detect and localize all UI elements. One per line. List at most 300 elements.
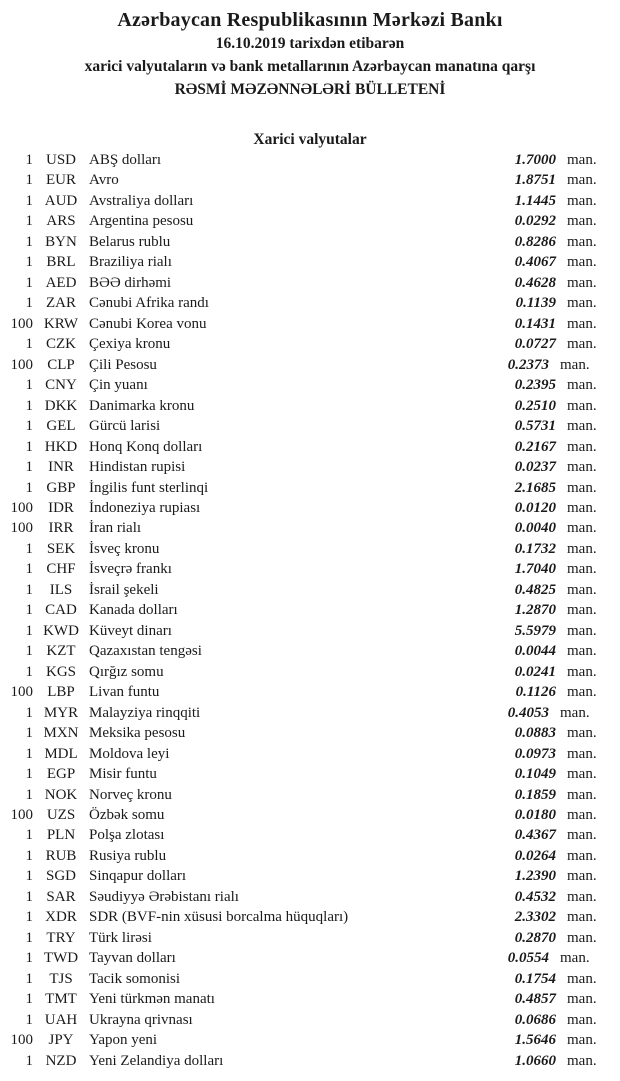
table-row [0, 418, 620, 438]
unit-cell: man. [567, 663, 597, 680]
currency-code-cell: CAD [45, 602, 77, 619]
table-row [0, 541, 620, 561]
quantity-cell: 1 [25, 622, 33, 639]
currency-name-cell: Argentina pesosu [89, 213, 194, 230]
currency-code-cell: SGD [45, 868, 76, 885]
table-row [0, 520, 620, 540]
currency-name-cell: Honq Konq dolları [89, 438, 203, 455]
currency-code-cell: MYR [43, 704, 79, 721]
quantity-cell: 1 [25, 397, 33, 414]
rate-group [484, 827, 603, 844]
rate-cell: 0.1126 [515, 684, 556, 701]
table-row [0, 316, 620, 336]
rate-cell: 0.0044 [514, 643, 556, 660]
rate-cell: 1.8751 [514, 172, 556, 189]
rate-cell: 0.4067 [514, 254, 556, 271]
quantity-cell: 1 [25, 950, 33, 967]
table-row [0, 152, 620, 172]
table-row [0, 254, 620, 274]
currency-code-cell: SAR [46, 888, 76, 905]
quantity-cell: 1 [25, 970, 33, 987]
rate-group [477, 705, 596, 722]
currency-code-cell: MDL [44, 745, 78, 762]
rate-cell: 2.3302 [514, 909, 556, 926]
currency-code-cell: ILS [49, 581, 73, 598]
table-row [0, 377, 620, 397]
currency-name-cell: Küveyt dinarı [89, 622, 172, 639]
quantity-cell: 1 [25, 295, 33, 312]
table-row [0, 582, 620, 602]
table-row [0, 336, 620, 356]
currency-code-cell: GBP [46, 479, 76, 496]
currency-code-cell: ARS [46, 213, 76, 230]
table-row [0, 705, 620, 725]
unit-cell: man. [567, 418, 597, 435]
rate-cell: 0.0241 [514, 663, 556, 680]
currency-code-cell: XDR [45, 909, 77, 926]
rate-group [484, 807, 603, 824]
table-row [0, 234, 620, 254]
rate-cell: 0.4825 [514, 581, 556, 598]
quantity-cell: 1 [25, 540, 33, 557]
currency-code-cell: TMT [45, 991, 77, 1008]
quantity-cell: 1 [25, 786, 33, 803]
currency-name-cell: Özbək somu [89, 807, 165, 823]
rate-group [484, 582, 603, 599]
unit-cell: man. [567, 172, 597, 189]
quantity-cell: 1 [25, 213, 33, 230]
quantity-cell: 1 [25, 725, 33, 742]
rate-cell: 0.2510 [514, 397, 556, 414]
quantity-cell: 1 [25, 888, 33, 905]
rate-group [484, 725, 603, 742]
currency-code-cell: LBP [47, 684, 75, 701]
quantity-cell: 1 [25, 254, 33, 271]
rate-group [484, 889, 603, 906]
currency-code-cell: KZT [46, 643, 76, 660]
quantity-cell: 1 [25, 336, 33, 353]
unit-cell: man. [567, 377, 597, 394]
unit-cell: man. [567, 499, 597, 516]
currency-name-cell: Qazaxıstan tengəsi [89, 643, 202, 660]
rate-cell: 0.0686 [514, 1011, 556, 1028]
currency-code-cell: DKK [44, 397, 78, 414]
currency-name-cell: İsveçrə frankı [89, 561, 172, 578]
rate-cell: 1.0660 [514, 1052, 556, 1069]
quantity-cell: 1 [25, 233, 33, 250]
unit-cell: man. [567, 929, 597, 946]
rate-group [484, 561, 603, 578]
currency-code-cell: KWD [43, 622, 79, 639]
quantity-cell: 1 [25, 459, 33, 476]
quantity-cell: 1 [25, 929, 33, 946]
currency-code-cell: CZK [46, 336, 76, 353]
table-row [0, 295, 620, 315]
rate-cell: 0.0264 [514, 847, 556, 864]
currency-code-cell: BRL [46, 254, 76, 271]
currency-code-cell: UAH [44, 1011, 78, 1028]
table-row [0, 480, 620, 500]
quantity-cell: 1 [25, 418, 33, 435]
unit-cell: man. [560, 704, 590, 721]
rate-cell: 0.0727 [514, 336, 556, 353]
table-row [0, 971, 620, 991]
unit-cell: man. [567, 1032, 597, 1049]
table-row [0, 991, 620, 1011]
rate-group [484, 152, 603, 169]
rate-cell: 1.7040 [514, 561, 556, 578]
currency-name-cell: İsrail şekeli [89, 581, 159, 598]
unit-cell: man. [560, 950, 590, 967]
quantity-cell: 1 [25, 274, 33, 291]
exchange-rates-table [0, 152, 620, 1073]
currency-name-cell: Səudiyyə Ərəbistanı rialı [89, 888, 239, 905]
currency-name-cell: Rusiya rublu [89, 847, 167, 864]
quantity-cell: 1 [25, 172, 33, 189]
rate-cell: 0.8286 [514, 233, 556, 250]
currency-code-cell: KGS [45, 663, 76, 680]
unit-cell: man. [567, 274, 597, 291]
rate-group [484, 1053, 603, 1070]
table-row [0, 275, 620, 295]
currency-code-cell: NZD [45, 1052, 77, 1069]
unit-cell: man. [567, 847, 597, 864]
quantity-cell: 100 [10, 807, 33, 823]
table-row [0, 500, 620, 520]
rate-cell: 0.0040 [514, 520, 556, 537]
subject-line: xarici valyutaların və bank metallarının Azərbaycan manatına qarşı [84, 58, 536, 75]
table-row [0, 602, 620, 622]
table-row [0, 684, 620, 704]
quantity-cell: 1 [25, 479, 33, 496]
rate-group [484, 193, 603, 210]
currency-name-cell: Türk lirəsi [89, 929, 152, 946]
currency-code-cell: INR [48, 459, 74, 476]
currency-code-cell: AUD [44, 192, 78, 209]
unit-cell: man. [567, 540, 597, 557]
currency-name-cell: İsveç kronu [89, 540, 160, 557]
quantity-cell: 100 [10, 684, 33, 701]
rate-group [484, 541, 603, 558]
currency-code-cell: GEL [46, 418, 76, 435]
table-row [0, 623, 620, 643]
currency-code-cell: AED [45, 274, 77, 291]
rate-cell: 0.1754 [514, 970, 556, 987]
currency-name-cell: Tayvan dolları [89, 950, 176, 967]
rate-cell: 0.1859 [514, 786, 556, 803]
quantity-cell: 1 [25, 663, 33, 680]
currency-code-cell: NOK [44, 786, 78, 803]
rate-group [484, 459, 603, 476]
currency-code-cell: HKD [44, 438, 78, 455]
unit-cell: man. [567, 397, 597, 414]
bulletin-title: RƏSMİ MƏZƏNNƏLƏRİ BÜLLETENİ [174, 81, 446, 98]
rate-cell: 0.0292 [514, 213, 556, 230]
table-row [0, 807, 620, 827]
unit-cell: man. [567, 1011, 597, 1028]
unit-cell: man. [567, 254, 597, 271]
currency-code-cell: PLN [46, 827, 76, 844]
currency-code-cell: USD [45, 152, 76, 168]
quantity-cell: 1 [25, 561, 33, 578]
rate-cell: 0.2870 [514, 929, 556, 946]
rate-group [484, 254, 603, 271]
quantity-cell: 100 [10, 1032, 33, 1049]
rate-group [484, 868, 603, 885]
unit-cell: man. [567, 745, 597, 762]
table-row [0, 357, 620, 377]
rate-cell: 0.2395 [514, 377, 556, 394]
currency-code-cell: CLP [47, 356, 75, 373]
quantity-cell: 1 [25, 377, 33, 394]
rate-group [484, 971, 603, 988]
table-row [0, 725, 620, 745]
currency-name-cell: Qırğız somu [89, 663, 164, 680]
bulletin-document [0, 8, 620, 1081]
rate-cell: 5.5979 [514, 622, 556, 639]
unit-cell: man. [567, 295, 597, 312]
rate-group [477, 357, 596, 374]
rate-cell: 0.4367 [514, 827, 556, 844]
quantity-cell: 1 [25, 868, 33, 885]
currency-name-cell: Livan funtu [89, 684, 160, 701]
currency-code-cell: SEK [46, 540, 76, 557]
currency-code-cell: TJS [49, 970, 73, 987]
currency-name-cell: Ukrayna qrivnası [89, 1011, 193, 1028]
unit-cell: man. [560, 356, 590, 373]
rate-group [484, 295, 603, 312]
rate-cell: 1.1445 [514, 192, 556, 209]
currency-code-cell: CHF [46, 561, 76, 578]
unit-cell: man. [567, 438, 597, 455]
table-row [0, 930, 620, 950]
currency-name-cell: Norveç kronu [89, 786, 172, 803]
rate-group [484, 991, 603, 1008]
rate-cell: 0.0180 [514, 807, 556, 823]
currency-name-cell: Moldova leyi [89, 745, 170, 762]
currency-name-cell: Gürcü larisi [89, 418, 161, 435]
rate-group [484, 439, 603, 456]
rate-group [484, 623, 603, 640]
rate-group [477, 950, 596, 967]
rate-group [484, 664, 603, 681]
unit-cell: man. [567, 684, 597, 701]
rate-group [484, 746, 603, 763]
currency-name-cell: Polşa zlotası [89, 827, 165, 844]
quantity-cell: 1 [25, 745, 33, 762]
currency-name-cell: Avstraliya dolları [89, 192, 194, 209]
unit-cell: man. [567, 192, 597, 209]
rate-group [484, 377, 603, 394]
unit-cell: man. [567, 991, 597, 1008]
quantity-cell: 1 [25, 643, 33, 660]
table-row [0, 868, 620, 888]
rate-group [484, 275, 603, 292]
rate-group [484, 1012, 603, 1029]
table-row [0, 643, 620, 663]
currency-name-cell: İndoneziya rupiası [89, 499, 201, 516]
rate-group [484, 766, 603, 783]
quantity-cell: 1 [25, 909, 33, 926]
currency-name-cell: Avro [89, 172, 119, 189]
table-row [0, 766, 620, 786]
currency-code-cell: IDR [48, 499, 74, 516]
table-row [0, 193, 620, 213]
quantity-cell: 1 [25, 192, 33, 209]
currency-name-cell: Kanada dolları [89, 602, 178, 619]
table-row [0, 398, 620, 418]
currency-code-cell: CNY [45, 377, 77, 394]
rate-cell: 0.0237 [514, 459, 556, 476]
rate-group [484, 1032, 603, 1049]
currency-code-cell: BYN [45, 233, 77, 250]
currency-code-cell: MXN [43, 725, 79, 742]
rate-cell: 1.5646 [514, 1032, 556, 1049]
currency-name-cell: Misir funtu [89, 766, 157, 783]
unit-cell: man. [567, 622, 597, 639]
unit-cell: man. [567, 970, 597, 987]
currency-name-cell: SDR (BVF-nin xüsusi borcalma hüquqları) [89, 909, 349, 926]
rate-group [484, 787, 603, 804]
rate-cell: 0.1049 [514, 766, 556, 783]
quantity-cell: 1 [25, 581, 33, 598]
rate-group [484, 602, 603, 619]
currency-name-cell: Yapon yeni [89, 1032, 158, 1049]
quantity-cell: 1 [25, 704, 33, 721]
currency-name-cell: Meksika pesosu [89, 725, 186, 742]
rate-cell: 0.2167 [514, 438, 556, 455]
table-row [0, 909, 620, 929]
rate-cell: 1.7000 [514, 152, 556, 168]
rate-group [484, 398, 603, 415]
currency-name-cell: İran rialı [89, 520, 142, 537]
unit-cell: man. [567, 459, 597, 476]
table-row [0, 848, 620, 868]
rate-group [484, 643, 603, 660]
unit-cell: man. [567, 725, 597, 742]
currency-name-cell: Belarus rublu [89, 233, 171, 250]
currency-name-cell: Yeni Zelandiya dolları [89, 1052, 224, 1069]
rate-group [484, 684, 603, 701]
table-row [0, 664, 620, 684]
currency-name-cell: Sinqapur dolları [89, 868, 187, 885]
table-row [0, 1032, 620, 1052]
table-row [0, 889, 620, 909]
currency-code-cell: EGP [46, 766, 76, 783]
currency-name-cell: Braziliya rialı [89, 254, 172, 271]
rate-cell: 0.2373 [507, 356, 549, 373]
currency-code-cell: TWD [43, 950, 79, 967]
bank-name-title: Azərbaycan Respublikasının Mərkəzi Bankı [117, 9, 503, 31]
rate-cell: 0.4857 [514, 991, 556, 1008]
table-row [0, 459, 620, 479]
currency-name-cell: İngilis funt sterlinqi [89, 479, 209, 496]
unit-cell: man. [567, 909, 597, 926]
table-row [0, 561, 620, 581]
rate-cell: 0.0120 [514, 499, 556, 516]
table-row [0, 827, 620, 847]
currency-code-cell: TRY [46, 929, 76, 946]
quantity-cell: 1 [25, 991, 33, 1008]
unit-cell: man. [567, 827, 597, 844]
rate-cell: 2.1685 [514, 479, 556, 496]
table-row [0, 172, 620, 192]
unit-cell: man. [567, 479, 597, 496]
currency-code-cell: RUB [45, 847, 77, 864]
unit-cell: man. [567, 213, 597, 230]
currency-name-cell: Hindistan rupisi [89, 459, 186, 476]
unit-cell: man. [567, 1052, 597, 1069]
currency-name-cell: Malayziya rinqqiti [89, 704, 201, 721]
currency-name-cell: Çin yuanı [89, 377, 148, 394]
currency-code-cell: UZS [46, 807, 76, 823]
rate-cell: 0.0973 [514, 745, 556, 762]
table-row [0, 787, 620, 807]
currency-name-cell: ABŞ dolları [89, 152, 162, 168]
rate-group [484, 418, 603, 435]
quantity-cell: 1 [25, 766, 33, 783]
quantity-cell: 100 [10, 520, 33, 537]
table-row [0, 950, 620, 970]
rate-group [484, 213, 603, 230]
unit-cell: man. [567, 561, 597, 578]
rate-cell: 0.4053 [507, 704, 549, 721]
table-row [0, 213, 620, 233]
rate-group [484, 848, 603, 865]
currency-name-cell: Danimarka kronu [89, 397, 195, 414]
rate-cell: 0.1431 [514, 315, 556, 332]
quantity-cell: 100 [10, 315, 33, 332]
rate-cell: 0.4532 [514, 888, 556, 905]
rate-group [484, 336, 603, 353]
unit-cell: man. [567, 766, 597, 783]
unit-cell: man. [567, 786, 597, 803]
quantity-cell: 1 [25, 827, 33, 844]
effective-date-line: 16.10.2019 tarixdən etibarən [215, 35, 405, 52]
unit-cell: man. [567, 643, 597, 660]
table-row [0, 1012, 620, 1032]
section-title-foreign-currencies: Xarici valyutalar [253, 131, 367, 148]
rate-cell: 0.0554 [507, 950, 549, 967]
rate-cell: 1.2390 [514, 868, 556, 885]
currency-code-cell: KRW [43, 315, 79, 332]
rate-cell: 1.2870 [514, 602, 556, 619]
unit-cell: man. [567, 233, 597, 250]
currency-code-cell: IRR [48, 520, 74, 537]
rate-cell: 0.5731 [514, 418, 556, 435]
unit-cell: man. [567, 520, 597, 537]
currency-name-cell: Cənubi Afrika randı [89, 295, 209, 312]
table-row [0, 746, 620, 766]
quantity-cell: 100 [10, 499, 33, 516]
currency-name-cell: Yeni türkmən manatı [89, 991, 215, 1008]
quantity-cell: 100 [10, 356, 33, 373]
currency-name-cell: Cənubi Korea vonu [89, 315, 207, 332]
unit-cell: man. [567, 315, 597, 332]
currency-code-cell: JPY [48, 1032, 74, 1049]
rate-group [484, 909, 603, 926]
quantity-cell: 1 [25, 438, 33, 455]
currency-name-cell: BƏƏ dirhəmi [89, 274, 172, 291]
quantity-cell: 1 [25, 152, 33, 168]
currency-code-cell: EUR [46, 172, 76, 189]
quantity-cell: 1 [25, 1052, 33, 1069]
currency-name-cell: Tacik somonisi [89, 970, 181, 987]
rate-group [484, 172, 603, 189]
unit-cell: man. [567, 602, 597, 619]
rate-group [484, 930, 603, 947]
unit-cell: man. [567, 888, 597, 905]
